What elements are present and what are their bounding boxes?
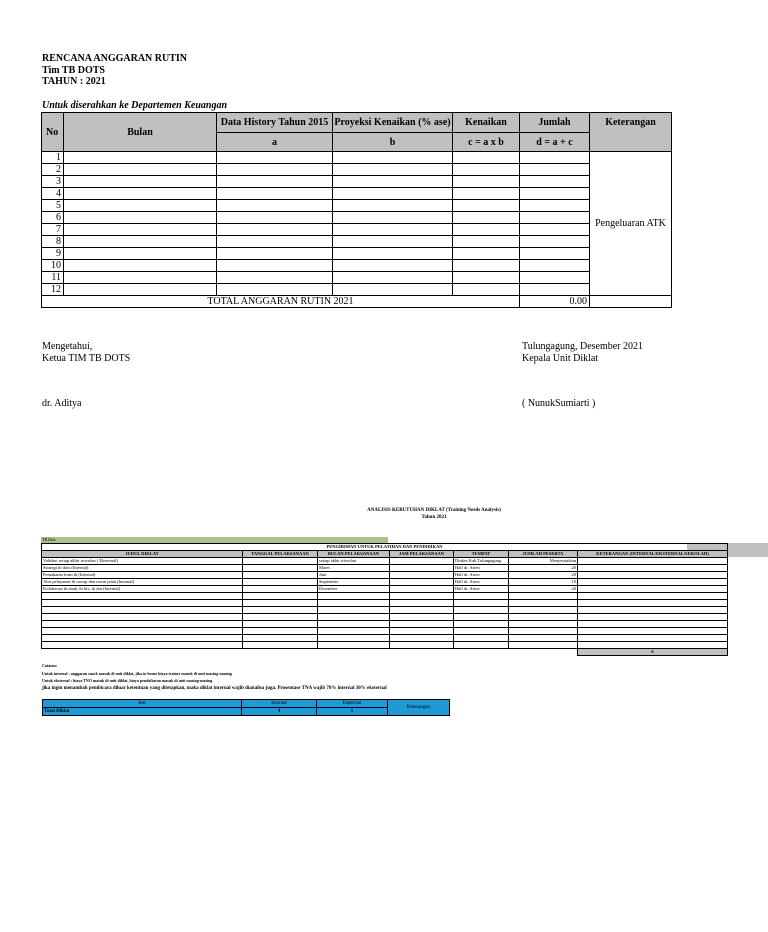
budget-cell xyxy=(333,164,453,176)
tna-row xyxy=(42,579,728,586)
budget-cell xyxy=(217,212,333,224)
tna-cell xyxy=(509,628,578,635)
budget-cell xyxy=(520,200,590,212)
tna-row xyxy=(42,628,728,635)
budget-row xyxy=(42,236,672,248)
tna-cell xyxy=(454,614,509,621)
signature-left-line1: Mengetahui, xyxy=(42,341,93,352)
budget-cell xyxy=(520,272,590,284)
tna-group-header: PENGIRIMAN UNTUK PELATIHAN DAN PENDIDIKAN xyxy=(42,544,728,551)
tna-cell xyxy=(243,558,318,565)
budget-cell xyxy=(453,272,520,284)
tna-cell xyxy=(578,586,728,593)
tna-cell: Strategi tb dots (Internal) xyxy=(42,565,243,572)
budget-cell xyxy=(333,152,453,164)
tna-cell xyxy=(509,642,578,649)
tna-row xyxy=(42,621,728,628)
tna-cell xyxy=(390,628,454,635)
tna-cell xyxy=(243,642,318,649)
tna-cell xyxy=(454,607,509,614)
tna-cell xyxy=(318,635,390,642)
tna-cell xyxy=(42,635,243,642)
tna-cell xyxy=(390,593,454,600)
tna-cell xyxy=(390,614,454,621)
budget-cell xyxy=(520,284,590,296)
row-number: 7 xyxy=(42,224,64,236)
tna-cell xyxy=(390,642,454,649)
budget-cell xyxy=(217,176,333,188)
signature-left xyxy=(42,341,130,364)
budget-cell xyxy=(217,236,333,248)
budget-cell xyxy=(217,224,333,236)
budget-cell xyxy=(520,224,590,236)
tna-cell xyxy=(390,586,454,593)
tna-row xyxy=(42,565,728,572)
tna-cell: Maret xyxy=(318,565,390,572)
unit-label-bar: TB Dots xyxy=(41,537,388,543)
row-number: 8 xyxy=(42,236,64,248)
tna-cell xyxy=(509,607,578,614)
analysis-year: Tahun 2021 xyxy=(421,515,447,520)
row-number: 12 xyxy=(42,284,64,296)
tna-cell xyxy=(578,600,728,607)
budget-row xyxy=(42,188,672,200)
budget-cell xyxy=(64,224,217,236)
col-kenaikan-header: Kenaikan xyxy=(453,113,520,133)
tna-col-header: JUDUL DIKLAT xyxy=(42,551,243,558)
tna-cell xyxy=(390,600,454,607)
tna-cell xyxy=(318,621,390,628)
col-bulan-header: Bulan xyxy=(64,113,217,152)
budget-cell xyxy=(333,272,453,284)
tna-row xyxy=(42,635,728,642)
keterangan-value: Pengeluaran ATK xyxy=(590,152,672,296)
budget-cell xyxy=(333,260,453,272)
document-title: RENCANA ANGGARAN RUTIN xyxy=(42,53,188,64)
budget-cell xyxy=(520,248,590,260)
budget-cell xyxy=(453,212,520,224)
row-number: 11 xyxy=(42,272,64,284)
budget-cell xyxy=(64,272,217,284)
tna-col-header: JAM PELAKSANAAN xyxy=(390,551,454,558)
tna-cell: Dinkes Kab Tulungagung xyxy=(454,558,509,565)
tna-cell xyxy=(578,593,728,600)
tna-cell: 20 xyxy=(509,586,578,593)
budget-cell xyxy=(520,152,590,164)
tna-cell xyxy=(509,600,578,607)
tna-cell xyxy=(454,628,509,635)
budget-cell xyxy=(453,176,520,188)
tna-cell xyxy=(454,621,509,628)
tna-cell xyxy=(578,642,728,649)
analysis-title-block xyxy=(0,507,768,521)
tna-cell xyxy=(578,607,728,614)
tna-cell xyxy=(243,607,318,614)
tna-cell: Juni xyxy=(318,572,390,579)
tna-cell xyxy=(454,593,509,600)
tna-cell xyxy=(390,579,454,586)
budget-cell xyxy=(64,248,217,260)
budget-cell xyxy=(453,164,520,176)
tna-cell xyxy=(454,635,509,642)
tna-cell: 10 xyxy=(509,579,578,586)
budget-cell xyxy=(64,260,217,272)
tna-cell xyxy=(509,614,578,621)
tna-cell xyxy=(243,565,318,572)
tna-cell: Kolaborasi tb anak, tb hiv, tb dm (Internal) xyxy=(42,586,243,593)
signature-right-line1: Tulungagung, Desember 2021 xyxy=(522,341,644,352)
budget-cell xyxy=(217,200,333,212)
budget-cell xyxy=(64,200,217,212)
tna-cell xyxy=(243,614,318,621)
tna-cell xyxy=(318,607,390,614)
tna-cell: Hall dr. Arien xyxy=(454,586,509,593)
tna-cell xyxy=(578,628,728,635)
document-year: TAHUN : 2021 xyxy=(42,76,106,87)
analysis-title: ANALISIS KEBUTUHAN DIKLAT (Training Needs Analysis) xyxy=(367,508,501,513)
budget-cell xyxy=(333,224,453,236)
tna-cell xyxy=(243,635,318,642)
tna-cell xyxy=(390,635,454,642)
row-number: 1 xyxy=(42,152,64,164)
tna-cell: Hall dr. Arien xyxy=(454,572,509,579)
budget-cell xyxy=(217,260,333,272)
budget-cell xyxy=(64,176,217,188)
tna-cell xyxy=(509,593,578,600)
col-history-header: Data History Tahun 2015 xyxy=(217,113,333,133)
sub-a: a xyxy=(217,133,333,152)
budget-cell xyxy=(453,152,520,164)
total-keterangan-cell xyxy=(590,296,672,308)
budget-cell xyxy=(453,260,520,272)
summary-row-label: Total Diklat xyxy=(43,708,242,716)
row-number: 9 xyxy=(42,248,64,260)
budget-cell xyxy=(64,152,217,164)
tna-cell xyxy=(509,635,578,642)
notes-block xyxy=(42,662,387,692)
tna-cell xyxy=(578,621,728,628)
tna-cell: Pemakaian form tb (Internal) xyxy=(42,572,243,579)
tna-cell xyxy=(390,607,454,614)
tna-cell: Validasi setiap akhir triwulan ( Eksternal) xyxy=(42,558,243,565)
budget-table xyxy=(41,112,672,308)
budget-cell xyxy=(453,284,520,296)
team-name: Tim TB DOTS xyxy=(42,64,105,76)
total-label: TOTAL ANGGARAN RUTIN 2021 xyxy=(42,296,520,308)
tna-row xyxy=(42,593,728,600)
tna-cell xyxy=(390,558,454,565)
notes-label: Catatan: xyxy=(42,663,58,668)
tna-col-header: BULAN PELAKSANAAN xyxy=(318,551,390,558)
tna-cell xyxy=(390,621,454,628)
tna-row xyxy=(42,614,728,621)
budget-row xyxy=(42,260,672,272)
document-subtitle: Untuk diserahkan ke Departemen Keuangan xyxy=(42,100,228,111)
col-no-header: No xyxy=(42,113,64,152)
tna-cell xyxy=(578,614,728,621)
tna-cell xyxy=(42,628,243,635)
tna-cell: 20 xyxy=(509,572,578,579)
tna-cell: Hall dr. Arien xyxy=(454,565,509,572)
tna-cell xyxy=(390,572,454,579)
tna-cell xyxy=(318,600,390,607)
tna-col-header: KETERANGAN (INTERNAL/EKSTERNAL/SEKOLAH) xyxy=(578,551,728,558)
budget-cell xyxy=(333,284,453,296)
tna-col-header: JUMLAH PESERTA xyxy=(509,551,578,558)
budget-cell xyxy=(217,152,333,164)
tna-cell: September xyxy=(318,579,390,586)
budget-cell xyxy=(64,212,217,224)
tna-cell xyxy=(243,628,318,635)
row-number: 3 xyxy=(42,176,64,188)
notes-line1: Untuk internal : anggaran snack masuk di unit diklat, jika in house biaya trainer masuk di unit masing-masing xyxy=(42,670,232,676)
summary-eksternal-header: Eksternal xyxy=(317,700,388,708)
budget-cell xyxy=(453,236,520,248)
tna-row xyxy=(42,600,728,607)
tna-cell xyxy=(42,642,243,649)
budget-row xyxy=(42,248,672,260)
tna-cell: Alur pelayanan tb rawap dan rawat jalan (Internal) xyxy=(42,579,243,586)
tna-cell xyxy=(318,614,390,621)
budget-cell xyxy=(333,176,453,188)
budget-row xyxy=(42,272,672,284)
budget-cell xyxy=(217,248,333,260)
budget-row xyxy=(42,200,672,212)
tna-cell xyxy=(454,642,509,649)
tna-cell xyxy=(243,621,318,628)
row-number: 6 xyxy=(42,212,64,224)
signature-right xyxy=(522,341,643,364)
tna-cell xyxy=(243,579,318,586)
budget-cell xyxy=(333,200,453,212)
tna-cell xyxy=(509,621,578,628)
tna-cell: setiap akhir triwulan xyxy=(318,558,390,565)
budget-cell xyxy=(64,236,217,248)
tna-cell xyxy=(243,572,318,579)
budget-cell xyxy=(520,176,590,188)
tna-col-header: TEMPAT xyxy=(454,551,509,558)
tna-cell xyxy=(42,614,243,621)
tna-col-header: TANGGAL PELAKSANAAN xyxy=(243,551,318,558)
budget-row xyxy=(42,224,672,236)
tna-cell xyxy=(243,593,318,600)
signature-left-line2: Ketua TIM TB DOTS xyxy=(42,352,131,364)
tna-cell xyxy=(42,593,243,600)
summary-internal-header: Internal xyxy=(242,700,317,708)
row-number: 2 xyxy=(42,164,64,176)
budget-cell xyxy=(217,164,333,176)
tna-total: 0 xyxy=(578,649,728,656)
summary-eksternal-value: 1 xyxy=(317,708,388,716)
budget-cell xyxy=(64,284,217,296)
budget-row xyxy=(42,152,672,164)
notes-line2: Untuk eksternal : biaya TNO masuk di unit diklat, biaya pendaftaran masuk di unit masing-masing xyxy=(42,678,213,683)
budget-cell xyxy=(453,224,520,236)
sub-d: d = a + c xyxy=(520,133,590,152)
tna-cell xyxy=(454,600,509,607)
budget-row xyxy=(42,164,672,176)
tna-cell xyxy=(318,593,390,600)
budget-cell xyxy=(333,212,453,224)
tna-cell xyxy=(578,558,728,565)
notes-line3: jika ingin menambah pembicara diluar ketentuan yang ditetapkan, maka diklat internal wajib dianalisa juga. Prosentase TNA wajib 70% internal 30% eksternal xyxy=(42,685,387,691)
row-number: 10 xyxy=(42,260,64,272)
tna-cell xyxy=(243,600,318,607)
signature-right-line2: Kepala Unit Diklat xyxy=(522,352,599,364)
tna-row xyxy=(42,558,728,565)
row-number: 4 xyxy=(42,188,64,200)
budget-row xyxy=(42,212,672,224)
budget-cell xyxy=(333,188,453,200)
tna-cell xyxy=(578,565,728,572)
budget-cell xyxy=(217,272,333,284)
budget-cell xyxy=(453,248,520,260)
budget-cell xyxy=(453,200,520,212)
tna-row xyxy=(42,607,728,614)
summary-table xyxy=(42,699,450,716)
tna-cell: Menyesuaikan xyxy=(509,558,578,565)
summary-ket-header: Ket xyxy=(43,700,242,708)
tna-cell: Hall dr. Arien xyxy=(454,579,509,586)
budget-cell xyxy=(520,236,590,248)
tna-table xyxy=(41,543,728,656)
tna-cell: Desember xyxy=(318,586,390,593)
col-jumlah-header: Jumlah xyxy=(520,113,590,133)
tna-cell xyxy=(318,628,390,635)
tna-row xyxy=(42,586,728,593)
budget-cell xyxy=(453,188,520,200)
tna-cell xyxy=(390,565,454,572)
tna-cell: 20 xyxy=(509,565,578,572)
tna-row xyxy=(42,642,728,649)
tna-cell xyxy=(318,642,390,649)
budget-row xyxy=(42,176,672,188)
sub-b: b xyxy=(333,133,453,152)
budget-cell xyxy=(520,260,590,272)
tna-cell xyxy=(578,579,728,586)
summary-internal-value: 4 xyxy=(242,708,317,716)
col-keterangan-header: Keterangan xyxy=(590,113,672,152)
tna-cell xyxy=(42,621,243,628)
document-header xyxy=(42,53,187,88)
budget-cell xyxy=(217,188,333,200)
budget-cell xyxy=(520,164,590,176)
tna-cell xyxy=(42,607,243,614)
signature-right-name: ( NunukSumiarti ) xyxy=(522,398,596,409)
budget-cell xyxy=(333,248,453,260)
sub-c: c = a x b xyxy=(453,133,520,152)
budget-cell xyxy=(64,188,217,200)
budget-cell xyxy=(217,284,333,296)
tna-cell xyxy=(42,600,243,607)
budget-cell xyxy=(520,212,590,224)
signature-left-name: dr. Aditya xyxy=(42,398,82,409)
budget-cell xyxy=(520,188,590,200)
tna-row xyxy=(42,572,728,579)
tna-cell xyxy=(243,586,318,593)
tna-cell xyxy=(578,572,728,579)
tna-cell xyxy=(578,635,728,642)
budget-cell xyxy=(333,236,453,248)
budget-cell xyxy=(64,164,217,176)
col-proyeksi-header: Proyeksi Kenaikan (% ase) xyxy=(333,113,453,133)
row-number: 5 xyxy=(42,200,64,212)
summary-keterangan-header: Keterangan xyxy=(388,700,450,716)
budget-row xyxy=(42,284,672,296)
total-value: 0.00 xyxy=(520,296,590,308)
